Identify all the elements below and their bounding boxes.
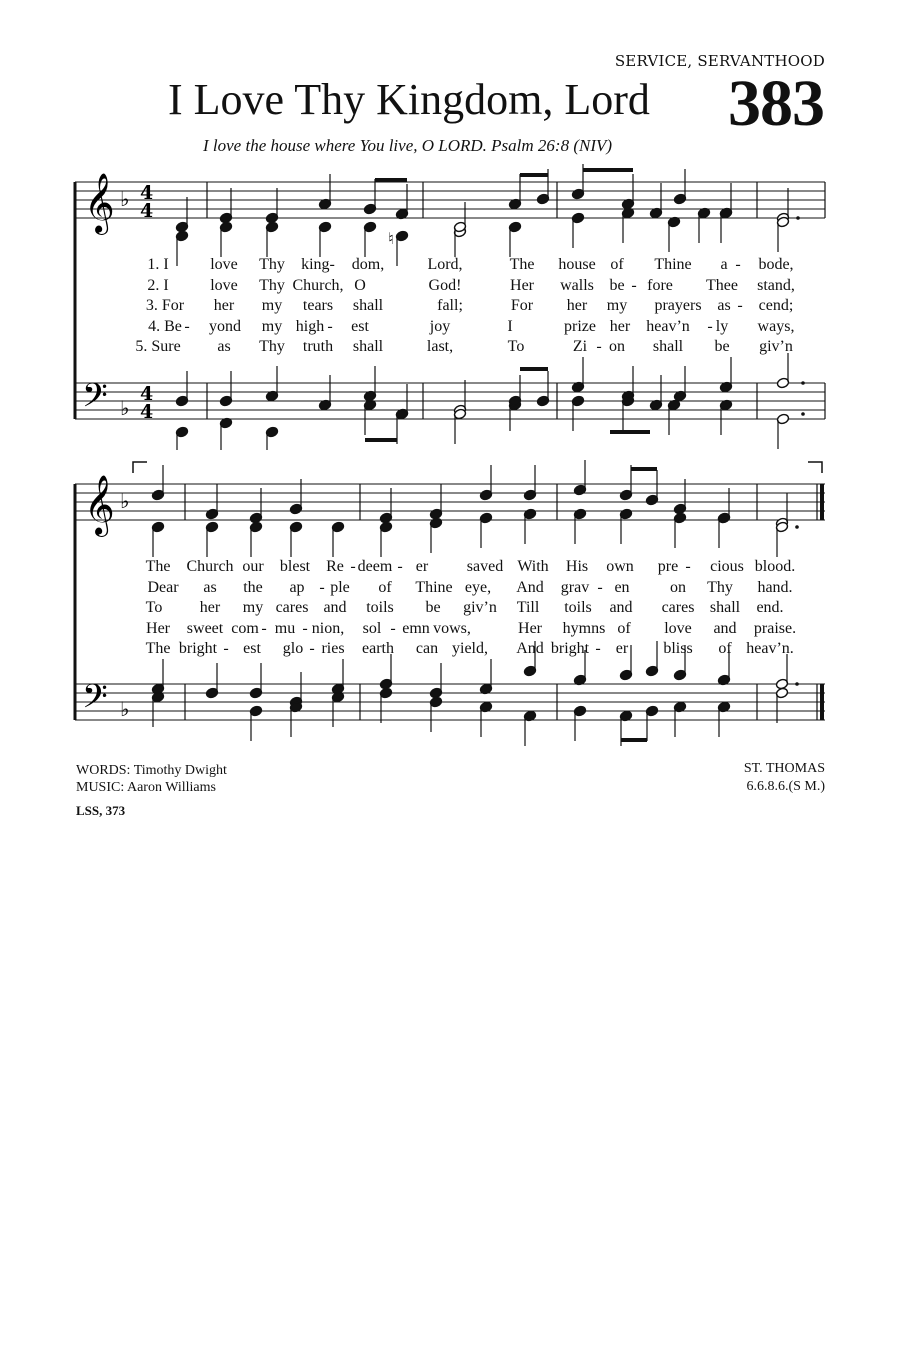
- lyric-syllable: -: [631, 276, 637, 294]
- lyric-syllable: -: [184, 317, 190, 335]
- lyric-syllable: vows,: [433, 619, 471, 637]
- lyric-syllable: eye,: [464, 578, 492, 596]
- lyric-syllable: be: [714, 338, 730, 355]
- lyric-syllable: -: [735, 256, 741, 273]
- lyric-syllable: and: [609, 599, 633, 616]
- lyric-syllable: The: [145, 558, 171, 575]
- lyric-syllable: er: [615, 640, 629, 657]
- lyric-syllable: prize: [564, 317, 596, 335]
- meter-label: 6.6.8.6.(S M.): [746, 779, 825, 794]
- lyric-syllable: God!: [428, 276, 462, 294]
- treble-clef-icon: 𝄞: [84, 475, 115, 535]
- lyric-syllable: -: [302, 619, 308, 637]
- lyric-syllable: pre: [657, 558, 679, 575]
- bass-clef-icon: 𝄢: [82, 678, 108, 724]
- time-signature-top: 4: [140, 182, 154, 204]
- lyric-syllable: grav: [560, 578, 590, 596]
- lyric-syllable: ple: [330, 578, 350, 596]
- lyric-syllable: giv’n: [463, 599, 497, 616]
- words-credit: WORDS: Timothy Dwight: [76, 763, 227, 778]
- lyric-syllable: yield,: [452, 640, 488, 657]
- lyric-syllable: 4. Be: [148, 317, 182, 335]
- lyric-syllable: love: [210, 256, 238, 273]
- lyric-syllable: Thy: [259, 256, 285, 273]
- lyric-syllable: cious: [710, 558, 744, 575]
- lyric-syllable: blest: [279, 558, 311, 575]
- lyric-syllable: 3. For: [145, 297, 185, 314]
- hymn-number: 383: [728, 67, 824, 140]
- lyric-syllable: own: [606, 558, 634, 575]
- lyric-syllable: Her: [146, 619, 170, 637]
- lyric-syllable: fall;: [437, 297, 463, 314]
- lyric-syllable: -: [309, 640, 315, 657]
- lyric-syllable: er: [415, 558, 429, 575]
- lyric-syllable: bliss: [663, 640, 693, 657]
- lyric-syllable: 1. I: [147, 256, 169, 273]
- lyric-syllable: -: [596, 338, 602, 355]
- lyric-syllable: of: [617, 619, 631, 637]
- lyric-syllable: -: [390, 619, 396, 637]
- lyric-syllable: 5. Sure: [135, 338, 181, 355]
- lyric-syllable: heav’n.: [746, 640, 794, 657]
- bass-clef-icon: 𝄢: [82, 377, 108, 423]
- lyric-syllable: I: [507, 317, 513, 335]
- lyric-syllable: glo: [282, 640, 304, 657]
- lyric-syllable: The: [509, 256, 535, 273]
- time-signature-bottom: 4: [140, 401, 154, 423]
- lyric-syllable: Church,: [292, 276, 344, 294]
- lyric-line: [0, 620, 900, 640]
- lyric-syllable: Zi: [572, 338, 588, 355]
- phrase-bracket-right: [808, 462, 822, 473]
- augmentation-dot: [795, 525, 799, 529]
- augmentation-dot: [795, 682, 799, 686]
- lyric-syllable: en: [614, 578, 630, 596]
- lyric-syllable: mu: [274, 619, 296, 637]
- lyric-syllable: be: [425, 599, 441, 616]
- lyric-syllable: on: [609, 338, 625, 355]
- lyric-syllable: And: [516, 578, 544, 596]
- lyric-syllable: bright: [178, 640, 218, 657]
- lyric-syllable: high: [295, 317, 325, 335]
- lyric-syllable: joy: [429, 317, 451, 335]
- lyric-syllable: as: [717, 297, 731, 314]
- lyric-syllable: shall: [352, 297, 384, 314]
- lyric-syllable: a: [720, 256, 728, 273]
- lyric-syllable: shall: [652, 338, 684, 355]
- lyric-syllable: her: [609, 317, 631, 335]
- lyric-syllable: 2. I: [147, 276, 169, 294]
- flat-key-signature-icon: ♭: [120, 489, 130, 513]
- lyric-syllable: blood.: [754, 558, 796, 575]
- lyric-syllable: prayers: [654, 297, 702, 314]
- lyric-syllable: com: [231, 619, 259, 637]
- lyric-syllable: cend;: [758, 297, 794, 314]
- lyric-syllable: her: [199, 599, 221, 616]
- lyric-syllable: -: [350, 558, 356, 575]
- lyric-syllable: can: [415, 640, 439, 657]
- lyric-syllable: Thine: [654, 256, 692, 273]
- lyric-syllable: cares: [661, 599, 695, 616]
- lyric-syllable: Church: [186, 558, 234, 575]
- lyric-syllable: -: [737, 297, 743, 314]
- tune-name: ST. THOMAS: [743, 761, 825, 776]
- lyric-syllable: heav’n: [646, 317, 690, 335]
- lyric-syllable: Her: [510, 276, 534, 294]
- lyric-syllable: my: [261, 297, 283, 314]
- lyric-line: [0, 579, 900, 599]
- lyric-syllable: -: [595, 640, 601, 657]
- lyric-syllable: love: [664, 619, 692, 637]
- treble-clef-icon: 𝄞: [84, 173, 115, 233]
- lyric-syllable: shall: [709, 599, 741, 616]
- hymn-title: I Love Thy Kingdom, Lord: [168, 75, 650, 124]
- lyric-syllable: cares: [275, 599, 309, 616]
- lyric-syllable: house: [558, 256, 596, 273]
- lyric-syllable: as: [203, 578, 217, 596]
- lyric-syllable: To: [145, 599, 163, 616]
- lyric-syllable: O: [354, 276, 366, 294]
- time-signature-top: 4: [140, 383, 154, 405]
- lyric-syllable: hymns: [562, 619, 606, 637]
- lyric-syllable: nion,: [311, 619, 345, 637]
- lyric-syllable: stand,: [757, 276, 795, 294]
- lyric-syllable: -: [707, 317, 713, 335]
- lyric-syllable: my: [606, 297, 628, 314]
- lyric-syllable: of: [610, 256, 624, 273]
- lyric-syllable: sol: [362, 619, 382, 637]
- lyric-syllable: of: [718, 640, 732, 657]
- lyric-syllable: est: [243, 640, 261, 657]
- lyric-syllable: Thee: [706, 276, 738, 294]
- lyric-syllable: truth: [302, 338, 334, 355]
- scripture-epigraph: I love the house where You live, O LORD. Psalm 26:8 (NIV): [203, 136, 613, 155]
- lyric-syllable: toils: [366, 599, 394, 616]
- lyric-syllable: Thy: [259, 276, 285, 294]
- phrase-bracket-left: [133, 462, 147, 473]
- lyric-syllable: as: [217, 338, 231, 355]
- flat-key-signature-icon: ♭: [120, 697, 130, 721]
- lyric-syllable: shall: [352, 338, 384, 355]
- lyric-syllable: The: [145, 640, 171, 657]
- lyric-syllable: praise.: [753, 619, 797, 637]
- lyric-syllable: With: [517, 558, 549, 575]
- natural-accidental-icon: ♮: [388, 229, 394, 248]
- lyric-syllable: fore: [647, 276, 673, 294]
- lyric-syllable: Thy: [707, 578, 733, 596]
- lyric-syllable: est: [351, 317, 369, 335]
- lyric-syllable: bode,: [758, 256, 794, 273]
- lyric-syllable: For: [510, 297, 534, 314]
- flat-key-signature-icon: ♭: [120, 396, 130, 420]
- lyric-syllable: toils: [564, 599, 592, 616]
- lyric-syllable: end.: [756, 599, 784, 616]
- lyric-syllable: on: [670, 578, 686, 596]
- lyric-syllable: love: [210, 276, 238, 294]
- lyric-syllable: -: [397, 558, 403, 575]
- lyric-syllable: -: [327, 317, 333, 335]
- lyric-syllable: -: [597, 578, 603, 596]
- lyric-syllable: the: [243, 578, 263, 596]
- lyric-syllable: -: [685, 558, 691, 575]
- lyric-syllable: Thine: [415, 578, 453, 596]
- lyric-syllable: ways,: [757, 317, 795, 335]
- category-label: SERVICE, SERVANTHOOD: [614, 52, 825, 70]
- lyric-syllable: -: [223, 640, 229, 657]
- flat-key-signature-icon: ♭: [120, 187, 130, 211]
- lyric-syllable: Her: [518, 619, 542, 637]
- lyric-syllable: Re: [326, 558, 344, 575]
- lyric-syllable: bright: [550, 640, 590, 657]
- lyric-syllable: emn: [402, 619, 430, 637]
- lyric-syllable: saved: [466, 558, 504, 575]
- lyric-syllable: ap: [289, 578, 305, 596]
- hymnal-reference: LSS, 373: [76, 803, 126, 818]
- lyric-syllable: His: [565, 558, 589, 575]
- lyric-syllable: dom,: [351, 256, 385, 273]
- lyric-syllable: and: [323, 599, 347, 616]
- lyric-syllable: -: [261, 619, 267, 637]
- lyric-syllable: her: [213, 297, 235, 314]
- lyric-syllable: Till: [516, 599, 540, 616]
- lyric-syllable: Thy: [259, 338, 285, 355]
- lyric-line: [0, 558, 900, 578]
- music-credit: MUSIC: Aaron Williams: [76, 780, 216, 795]
- time-signature-bottom: 4: [140, 200, 154, 222]
- lyric-syllable: ly: [715, 317, 729, 335]
- lyric-syllable: my: [242, 599, 264, 616]
- lyric-syllable: hand.: [757, 578, 793, 596]
- lyric-line: [0, 599, 900, 619]
- lyric-syllable: earth: [362, 640, 394, 657]
- lyric-syllable: walls: [560, 276, 594, 294]
- lyric-syllable: last,: [426, 338, 454, 355]
- lyric-line: [0, 640, 900, 660]
- lyric-syllable: yond: [209, 317, 241, 335]
- lyric-syllable: -: [319, 578, 325, 596]
- lyric-syllable: of: [378, 578, 392, 596]
- lyric-syllable: tears: [302, 297, 334, 314]
- lyric-syllable: Dear: [147, 578, 179, 596]
- lyric-syllable: deem: [357, 558, 393, 575]
- lyric-syllable: To: [507, 338, 525, 355]
- lyric-syllable: our: [242, 558, 264, 575]
- lyric-syllable: sweet: [186, 619, 224, 637]
- lyric-syllable: ries: [321, 640, 345, 657]
- lyric-syllable: Lord,: [427, 256, 463, 273]
- lyric-syllable: and: [713, 619, 737, 637]
- lyric-syllable: my: [261, 317, 283, 335]
- lyric-syllable: be: [609, 276, 625, 294]
- lyric-syllable: giv’n: [759, 338, 793, 355]
- lyric-syllable: her: [566, 297, 588, 314]
- lyric-syllable: king-: [301, 256, 335, 273]
- lyric-syllable: And: [516, 640, 544, 657]
